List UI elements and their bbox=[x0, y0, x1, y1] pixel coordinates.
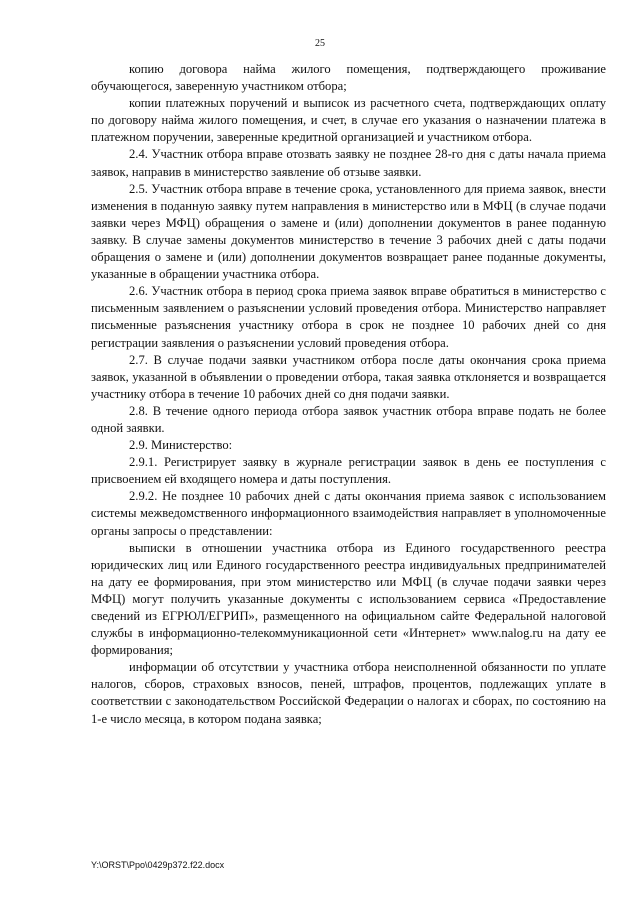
document-body bbox=[91, 61, 606, 728]
paragraph: 2.7. В случае подачи заявки участником отбора после даты окончания срока приема заявок, указанной в объявлении о проведении отбора, такая заявка отклоняется и возвращается участнику отбора в течение 10 рабочих дней со дня подачи заявки. bbox=[91, 352, 606, 401]
paragraph: копии платежных поручений и выписок из расчетного счета, подтверждающих оплату по договору найма жилого помещения, и счет, в случае его указания о назначении платежа в платежном поручении, заверенные кредитной организацией и участником отбора. bbox=[91, 96, 606, 145]
paragraph: 2.9. Министерство: bbox=[129, 438, 233, 453]
document-file-path: Y:\ORST\Ppo\0429p372.f22.docx bbox=[91, 860, 225, 870]
paragraph: информации об отсутствии у участника отбора неисполненной обязанности по уплате налогов, сборов, страховых взносов, пеней, штрафов, процентов, подлежащих уплате в соответствии с законодательством Российской Федерации о налогах и сборах, по состоянию на 1-е число месяца, в котором подана заявка; bbox=[91, 660, 606, 726]
paragraph: выписки в отношении участника отбора из Единого государственного реестра юридических лиц или Единого государственного реестра индивидуальных предпринимателей на дату ее формирования, при этом министерство или МФЦ (в случае подачи заявки через МФЦ) могут получить указанные документы с использованием сервиса «Предоставление сведений из ЕГРЮЛ/ЕГРИП», размещенного на официальном сайте Федеральной налоговой службы в информационно-телекоммуникационной сети «Интернет» www.nalog.ru на дату ее формирования; bbox=[91, 540, 606, 658]
paragraph: 2.5. Участник отбора вправе в течение срока, установленного для приема заявок, внести изменения в поданную заявку путем направления в министерство или в МФЦ (в случае подачи заявки через МФЦ) обращения о замене и (или) дополнении документов в ранее поданную заявку. В случае замены документов министерство в течение 3 рабочих дней с даты подачи обращения о замене и (или) дополнении документов возвращает ранее поданные документы, указанные в обращении участника отбора. bbox=[91, 181, 606, 282]
paragraph: копию договора найма жилого помещения, подтверждающего проживание обучающегося, заверенную участником отбора; bbox=[91, 62, 606, 94]
paragraph: 2.9.1. Регистрирует заявку в журнале регистрации заявок в день ее поступления с присвоением ей входящего номера и даты поступления. bbox=[91, 455, 606, 487]
paragraph: 2.8. В течение одного периода отбора заявок участник отбора вправе подать не более одной заявки. bbox=[91, 403, 606, 435]
paragraph: 2.9.2. Не позднее 10 рабочих дней с даты окончания приема заявок с использованием системы межведомственного информационного взаимодействия направляет в уполномоченные органы запросы о представлении: bbox=[91, 489, 606, 538]
page-number: 25 bbox=[315, 38, 325, 49]
paragraph: 2.4. Участник отбора вправе отозвать заявку не позднее 28-го дня с даты начала приема заявок, направив в министерство заявление об отзыве заявки. bbox=[91, 147, 606, 179]
paragraph: 2.6. Участник отбора в период срока приема заявок вправе обратиться в министерство с письменным заявлением о разъяснении условий проведения отбора. Министерство направляет письменные разъяснения участнику отбора в срок не позднее 10 рабочих дней со дня регистрации заявления о разъяснении условий проведения отбора. bbox=[91, 284, 606, 350]
